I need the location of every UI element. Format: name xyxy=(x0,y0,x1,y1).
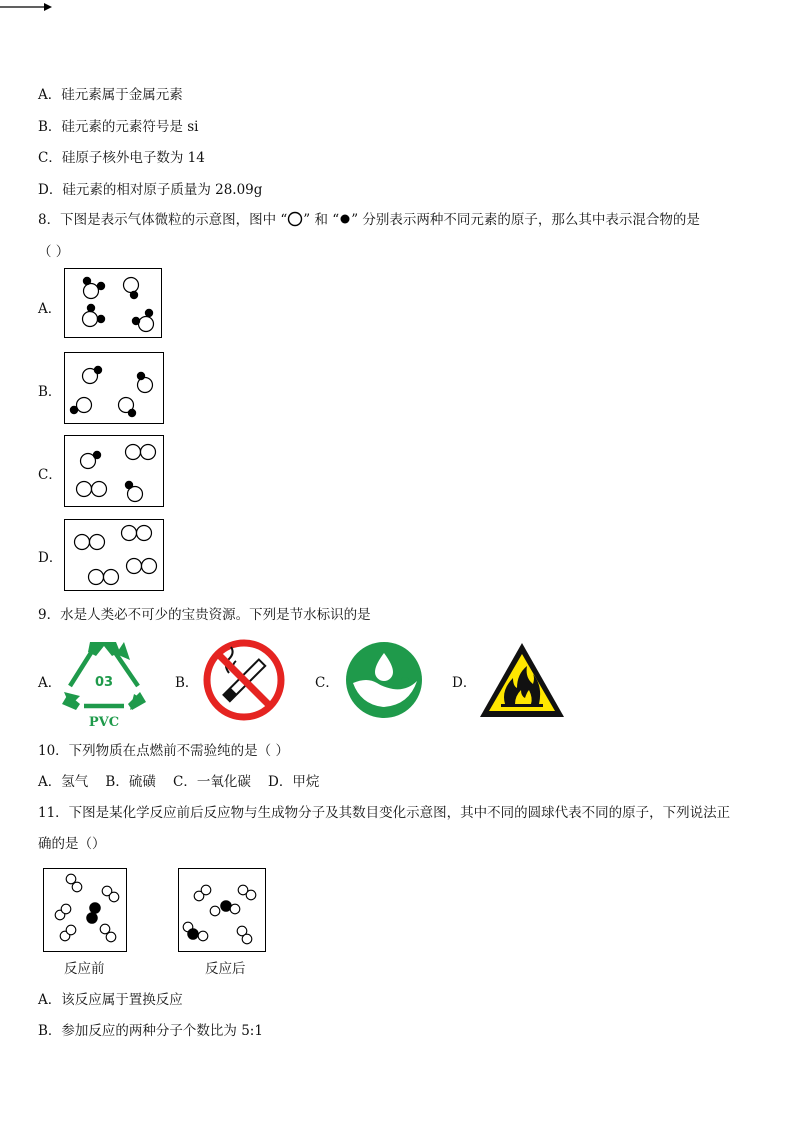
q8-stem-line2: （ ） xyxy=(38,244,70,260)
white-atom-icon xyxy=(287,211,303,227)
q7-option-b: B．硅元素的元素符号是 si xyxy=(38,119,199,135)
q11-after-label: 反应后 xyxy=(205,961,246,977)
q11-option-a: A．该反应属于置换反应 xyxy=(38,992,183,1008)
recycle-text: PVC xyxy=(88,715,120,730)
q8-label-a: A． xyxy=(38,301,62,317)
q11-before-diagram xyxy=(43,868,127,952)
no-smoking-icon xyxy=(203,639,285,721)
q10-options: A．氢气 B．硫磺 C．一氧化碳 D．甲烷 xyxy=(38,774,320,790)
recycle-number: 03 xyxy=(94,675,114,690)
q9-stem: 9．水是人类必不可少的宝贵资源。下列是节水标识的是 xyxy=(38,607,371,623)
q8-stem xyxy=(38,208,700,228)
recycle-pvc-icon xyxy=(58,634,150,730)
q11-option-b: B．参加反应的两种分子个数比为 5:1 xyxy=(38,1023,263,1039)
q8-diagram-c xyxy=(64,435,164,507)
q9-label-c: C． xyxy=(315,675,339,691)
q9-label-a: A． xyxy=(38,675,62,691)
q11-stem-line1: 11．下图是某化学反应前后反应物与生成物分子及其数目变化示意图，其中不同的圆球代表不同的原子，下列说法正 xyxy=(38,805,731,821)
water-saving-icon xyxy=(343,639,425,721)
q9-label-b: B． xyxy=(175,675,199,691)
q8-label-b: B． xyxy=(38,384,62,400)
q8-label-c: C． xyxy=(38,467,62,483)
q7-option-d: D．硅元素的相对原子质量为 28.09g xyxy=(38,182,263,198)
q8-diagram-b xyxy=(64,352,164,424)
q8-stem-part3: ” 分别表示两种不同元素的原子，那么其中表示混合物的是 xyxy=(351,212,700,228)
q8-stem-part2: ” 和 “ xyxy=(303,212,340,228)
flammable-warning-icon xyxy=(477,640,567,720)
q8-stem-part1: 8．下图是表示气体微粒的示意图，图中 “ xyxy=(38,212,288,228)
q9-label-d: D． xyxy=(452,675,477,691)
black-atom-icon xyxy=(339,213,351,225)
q8-label-d: D． xyxy=(38,550,63,566)
q7-option-a: A．硅元素属于金属元素 xyxy=(38,87,183,103)
q11-after-diagram xyxy=(178,868,266,952)
q8-diagram-a xyxy=(64,268,162,338)
q8-diagram-d xyxy=(64,519,164,591)
q10-stem: 10．下列物质在点燃前不需验纯的是（ ） xyxy=(38,743,289,759)
q11-before-label: 反应前 xyxy=(64,961,105,977)
q7-option-c: C．硅原子核外电子数为 14 xyxy=(38,150,205,166)
reaction-arrow xyxy=(0,0,52,14)
q11-stem-line2: 确的是（） xyxy=(38,836,106,852)
